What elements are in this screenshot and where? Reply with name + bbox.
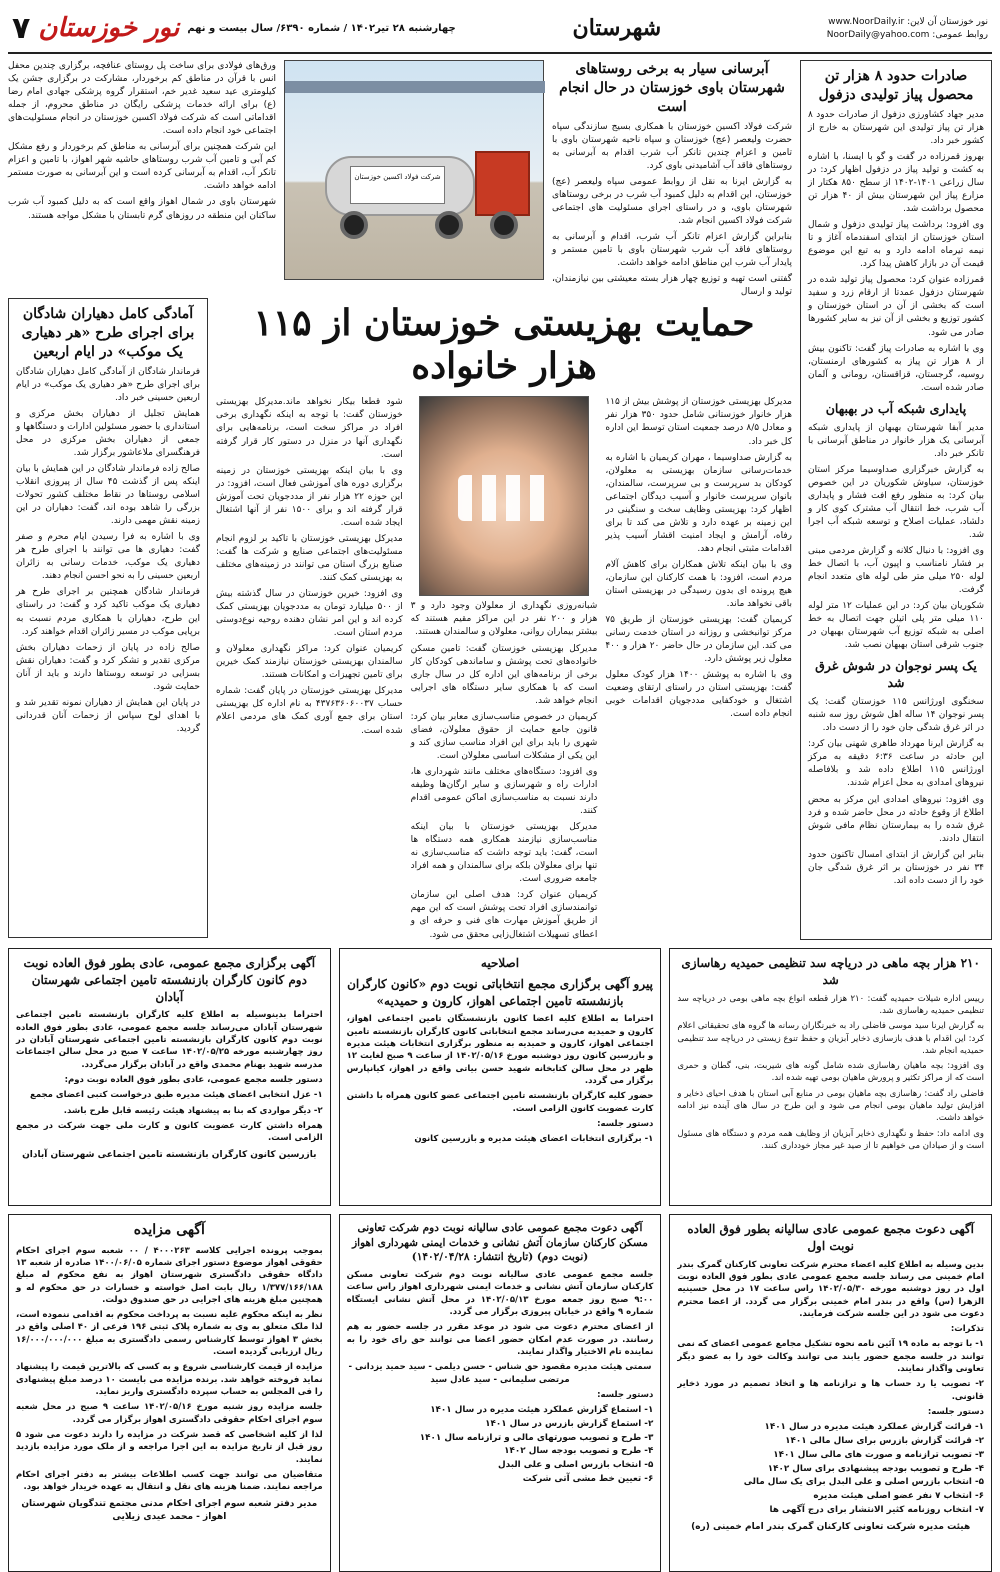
drown-p4: بنابر این گزارش از ابتدای امسال تاکنون حدود ۳۴ نفر در خوزستان بر اثر غرق شدگی جان خود را از دست داده اند. — [808, 849, 984, 886]
paper-family-shape — [458, 475, 552, 521]
fish-release-ad — [669, 948, 992, 1206]
welfare-c3-p1: شود قطعا بیکار نخواهد ماند.مدیرکل بهزیستی خوزستان گفت: با توجه به اینکه نگهداری برخی افراد در مراکز سخت است، برنامه‌هایی برای نگهداری آنها در منزل در دستور کار قرار گرفته است. — [215, 397, 403, 460]
election-top: اصلاحیه — [480, 956, 520, 970]
canopy-shape — [285, 81, 545, 93]
mourning-p5: فرماندار شادگان همچنین بر اجرای طرح هر دهیاری یک موکب تاکید کرد و گفت: در راستای این طرح، دهیاران با همکاری مردم نسبت به برپایی موکب در مسیر زائران اقدام خواهند کرد. — [16, 587, 200, 637]
fish-title: ۲۱۰ هزار بچه ماهی در دریاچه سد تنظیمی حمیدیه رهاسازی شد — [681, 956, 980, 987]
main-column — [8, 60, 792, 940]
fish-p3: وی افزود: بچه ماهیان رهاسازی شده شامل گونه های شیربت، بنی، گطان و حمری است که از مراکز تکثیر و پرورش ماهیان بومی تهیه شده اند. — [677, 1061, 984, 1084]
welfare-c1-p1: مدیرکل بهزیستی خوزستان از پوشش بیش از ۱۱۵ هزار خانوار خوزستانی شامل حدود ۳۵۰ هزار نفر و معادل ۸/۵ درصد جمعیت استان توسط این اداره کل خبر داد. — [605, 397, 793, 447]
fire-item: ۳- طرح و تصویب صورتهای مالی و ترازنامه سال ۱۴۰۱ — [419, 1432, 654, 1443]
welfare-article — [216, 298, 792, 938]
fish-p4: فاضلی راد گفت: رهاسازی بچه ماهیان بومی در منابع آبی استان با هدف احیای ذخایر و افزایش تولید ماهیان بومی انجام می شود و این طرح در سال های آینده نیز ادامه خواهد داشت. — [677, 1088, 984, 1124]
wheel-icon — [435, 211, 463, 239]
tanker-p1: شرکت فولاد اکسین خوزستان با همکاری بسیج سازندگی سپاه حضرت ولیعصر (عج) خوزستان و سپاه ناحیه شهرستان باوی با تامین و اعزام چندین تانکر آب شرب اقدام به آبرسانی به روستاهای فاقد آب آشامیدنی باوی کرد. — [552, 121, 792, 171]
welfare-c2-p4: وی افزود: دستگاه‌های مختلف مانند شهرداری ها، ادارات راه و شهرسازی و سایر ارگان‌ها وظیفه دارند نسبت به مناسب‌سازی اماکن عمومی اقدام کنند. — [410, 766, 598, 817]
tanker-title: آبرسانی سیار به برخی روستاهای شهرستان باوی خوزستان در حال انجام است — [559, 61, 785, 115]
abadan-title: آگهی برگزاری مجمع عمومی، عادی بطور فوق العاده نوبت دوم کانون کارگران بازنشسته تامین اجتماعی شهرستان آبادان — [23, 956, 316, 1004]
welfare-columns — [216, 396, 792, 944]
election-ad — [339, 948, 662, 1206]
water-p3: وی افزود: با دنبال کلانه و گزارش مردمی مبنی بر فشار نامناسب و اپیون آب، با اتصال خط لوله ۲۵۰ میلی متر طی لوله های متعدد انجام گرفت. — [808, 546, 984, 596]
drown-p2: به گزارش ایرنا مهرداد طاهری شهنی بیان کرد: این حادثه در ساعت ۶:۳۶ دقیقه به مرکز اورژانس ۱۱۵ اطلاع داده شد و بلافاصله نیروهای امدادی به محل اعزام شدند. — [808, 739, 984, 789]
truck-cab-shape — [475, 151, 530, 216]
masthead-contact — [778, 16, 988, 43]
mourning-p2: همایش تجلیل از دهیاران بخش مرکزی و استانداری با حضور مسئولین ادارات و دستگاهها و جمعی از دهیاران بخش مرکزی در محل فرهنگسرای ملاعاشور برگزار شد. — [16, 408, 200, 458]
mourning-p1: فرماندار شادگان از آمادگی کامل دهیاران شادگان برای اجرای طرح «هر دهیاری یک موکب» در ایام اربعین حسینی خبر داد. — [16, 366, 200, 403]
drown-p3: وی افزود: نیروهای امدادی این مرکز به محض اطلاع از وقوع حادثه در محل حاضر شده و فرد غرق شده را به بیمارستان نظام مافی شوش انتقال دادند. — [808, 794, 984, 844]
customs-p2: تذکرات: — [950, 1324, 984, 1335]
fire-item: ۵- انتخاب بازرس اصلی و علی البدل — [498, 1460, 654, 1471]
onion-p1: مدیر جهاد کشاورزی دزفول از صادرات حدود ۸ هزار تن پیاز تولیدی این شهرستان به خارج از کشور خبر داد. — [808, 109, 984, 146]
welfare-c2-p5: مدیرکل بهزیستی خوزستان با بیان اینکه مناسب‌سازی نیازمند همکاری همه دستگاه ها است، گفت: باید توجه داشت که مناسب‌سازی نه تنها برای معلولان بلکه برای سالمندان و همه افراد جامعه ضروری است. — [410, 822, 598, 885]
auction-p6: متقاضیان می توانند جهت کسب اطلاعات بیشتر به دفتر اجرای احکام مراجعه نمایند. ضمنا هزینه های نقل و انتقال به عهده خریدار خواهد بود. — [15, 1469, 323, 1493]
water-tanker-photo — [284, 60, 544, 280]
auction-p1: بموجب پرونده اجرایی کلاسه ۴۰۰۰۲۶۳ / ۰۰ شعبه سوم اجرای احکام حقوقی اهواز موضوع دستور اجرای شماره ۱۴۰۰/۰۶/۰۵ صادره از شعبه ۱۳ دادگاه حقوقی دادگستری شهرستان اهواز به نفع محکوم له مبلغ ۱/۳۷۷/۱۶۶/۱۸۸ ریال بابت اصل خواسته و خسارات در حق محکوم له و همچنین مبلغ هزینه های اجرایی در حق صندوق دولت. — [15, 1245, 323, 1305]
auction-p3: مزایده از قیمت کارشناسی شروع و به کسی که بالاترین قیمت را پیشنهاد نماید فروخته خواهد شد. برنده مزایده می بایست ۱۰ درصد مبلغ پیشنهادی را فی المجلس به حساب سپرده دادگستری واریز نماید. — [15, 1362, 323, 1398]
newspaper-logo: نور خوزستان — [38, 13, 180, 44]
mourning-p7: در پایان این همایش از دهیاران نمونه تقدیر شد و با اهدای لوح سپاس از زحمات آنان قدردانی گردید. — [16, 697, 200, 734]
customs-item: ۶- انتخاب ۷ نفر عضو اصلی هیئت مدیره — [813, 1491, 984, 1502]
customs-item: ۳- تصویب ترازنامه و صورت های مالی سال ۱۴۰۱ — [773, 1449, 984, 1460]
abadan-ad — [8, 948, 331, 1206]
abadan-p4: ۲- دیگر مواردی که بنا به پیشنهاد هیئت رئیسه قابل طرح باشد. — [63, 1105, 323, 1116]
onion-p4: قمرزاده عنوان کرد: محصول پیاز تولید شده در شهرستان دزفول عمدتا از ارقام زرد و سفید است که بخشی از آن در استان خوزستان و کشور توزیع و بخشی از آن نیز به سایر کشورها صادر می شود. — [808, 275, 984, 338]
wheel-icon — [340, 211, 368, 239]
issue-date: چهارشنبه ۲۸ تیر۱۴۰۲ / شماره ۶۳۹۰/ سال بیست و نهم — [187, 22, 456, 34]
water-p2: به گزارش خبرگزاری صداوسیما مرکز استان خوزستان، سیاوش شکوریان در این خصوص بیان کرد: به منظور رفع افت فشار و پایداری آب شرب، خط انتقال آب مشترک کوی کار و دلشاد، عملیات اصلاح و توسعه شبکه آب اجرا شد. — [808, 464, 984, 541]
welfare-c1-p5: وی با اشاره به پوشش ۱۴۰۰ هزار کودک معلول گفت: بهزیستی استان در راستای ارتقای وضعیت اشتغال و خودکفایی مددجویان اقدامات خوبی انجام داده است. — [605, 670, 792, 720]
welfare-col-2 — [411, 396, 598, 944]
abadan-p5: همراه داشتن کارت عضویت کانون و کارت ملی جهت شرکت در مجمع الزامی است. — [15, 1120, 323, 1144]
welfare-row — [8, 298, 792, 938]
abadan-signature: بازرسین کانون کارگران بازنشسته تامین اجتماعی شهرستان آبادان — [22, 1149, 317, 1160]
customs-p4: ۲- تصویب یا رد حساب ها و ترازنامه ها و اتخاذ تصمیم در مورد ذخایر قانونی. — [677, 1379, 984, 1402]
abadan-p1: احتراما بدینوسیله به اطلاع کلیه کارگران بازنشسته تامین اجتماعی شهرستان آبادان می‌رساند جلسه مجمع عمومی، عادی بطور فوق العاده نوبت دوم کانون کارگران بازنشسته تامین اجتماعی شهرستان آبادان در روز چهارشنبه مورخه ۱۴۰۲/۰۵/۲۵ ساعت ۷ صبح در محل سالن اجتماعات مدرسه شهید بهنام محمدی واقع در آبادان برگزار می‌گردد. — [15, 1010, 323, 1070]
drown-p1: سخنگوی اورژانس ۱۱۵ خوزستان گفت: یک پسر نوجوان ۱۴ ساله اهل شوش روز سه شنبه در اثر غرق شدگی جان خود را از دست داد. — [808, 697, 984, 734]
fire-item: ۶- تعیین خط مشی آتی شرکت — [522, 1473, 654, 1484]
customs-signature: هیئت مدیره شرکت تعاونی کارکنان گمرک بندر امام خمینی (ره) — [691, 1521, 971, 1532]
customs-title: آگهی دعوت مجمع عمومی عادی سالیانه بطور فوق العاده نوبت اول — [687, 1222, 974, 1253]
auction-p5: لذا از کلیه اشخاصی که قصد شرکت در مزایده را دارند دعوت می شود ۵ روز قبل از تاریخ مزایده به این اجرا مراجعه و از ملک مورد مزایده بازدید نمایند. — [15, 1429, 323, 1465]
mourning-p6: صالح زاده در پایان از زحمات دهیاران بخش مرکزی تقدیر و تشکر کرد و گفت: دهیاران نقش بسزایی در توسعه روستاها دارند و باید از آنان حمایت شود. — [16, 642, 200, 692]
water-p4: شکوریان بیان کرد: در این عملیات ۱۲ متر لوله ۱۱۰ میلی متر پلی اتیلن جهت اتصال به خط اصلی به شبکه توزیع آب شهرستان بهبهان در جنوب شرقی استان بهبهان نصب شد. — [808, 601, 984, 651]
fire-item: ۲- استماع گزارش بازرس در سال ۱۴۰۱ — [485, 1418, 654, 1429]
election-p2: حضور کلیه کارگران بازنشسته تامین اجتماعی عضو کانون همراه با داشتن کارت عضویت کانون الزامی است. — [346, 1091, 654, 1114]
onion-p5: وی با اشاره به صادرات پیاز گفت: تاکنون بیش از ۸ هزار تن پیاز به کشورهای ارمنستان، روسیه، گرجستان، قزاقستان، رومانی و آلمان صادر شده است. — [808, 343, 984, 393]
auction-title: آگهی مزایده — [133, 1222, 205, 1238]
website-url[interactable]: www.NoorDaily.ir :نور خوزستان آن لاین — [828, 16, 988, 27]
abadan-p2: دستور جلسه مجمع عمومی، عادی بطور فوق العاده نوبت دوم: — [64, 1074, 323, 1085]
fire-p2: از اعضای محترم دعوت می شود در موعد مقرر در جلسه حضور به هم رسانند. در صورت عدم امکان حضور اعضا می توانند حق رای خود را به نماینده تام الاختیار واگذار نمایند. — [346, 1322, 654, 1357]
mourning-article — [8, 298, 208, 938]
auction-ad — [8, 1214, 331, 1572]
tanker-left-p2: این شرکت همچنین برای آبرسانی به مناطق کم برخوردار و رفع مشکل کم آبی و تامین آب شرب روستاهای حاشیه شهر اهواز، با تامین و اعزام تانکر آب، اقدام به آبرسانی کرده است و این آبرسانی به صورت مستمر ادامه خواهد داشت. — [8, 142, 276, 192]
fire-item: ۱- استماع گزارش عملکرد هیئت مدیره در سال ۱۴۰۱ — [430, 1405, 654, 1416]
customs-item: ۵- انتخاب بازرس اصلی و علی البدل برای یک سال مالی — [743, 1477, 984, 1488]
tanker-p4: گفتنی است تهیه و توزیع چهار هزار بسته معیشتی بین نیازمندان، تولید و ارسال — [552, 274, 792, 298]
welfare-c2-p2: مدیرکل بهزیستی خوزستان گفت: تامین مسکن خانواده‌های تحت پوشش و ساماندهی کودکان کار برخی از برنامه‌های این اداره کل در سال جاری است که با همکاری سایر دستگاه های اجرایی انجام خواهد شد. — [410, 643, 598, 706]
mourning-title: آمادگی کامل دهیاران شادگان برای اجرای طرح «هر دهیاری یک موکب» در ایام اربعین — [21, 306, 195, 360]
onion-title: صادرات حدود ۸ هزار تن محصول پیاز تولیدی دزفول — [818, 68, 974, 103]
tanker-p2: به گزارش ایرنا به نقل از روابط عمومی سپاه ولیعصر (عج) خوزستان، این اقدام به دلیل کمبود آب شرب در برخی روستاهای شهرستان باوی، و در راستای اجرای مسئولیت های اجتماعی شرکت فولاد اکسین انجام شد. — [552, 176, 792, 226]
tanker-left-p1: ورق‌های فولادی برای ساخت پل روستای عنافچه، برگزاری چندین محفل انس با قرآن در مناطق کم برخوردار، مشارکت در برگزاری جشن یک کیلومتری عید سعید غدیر خم، استقرار گروه پزشکی جهادی امام رضا (ع) برای ارائه خدمات پزشکی رایگان در مناطق محروم، از جمله اقداماتی است که شرکت فولاد اکسین خوزستان در انجام مسئولیت‌های اجتماعی خود انجام داده است. — [8, 61, 276, 137]
welfare-c2-p3: کریمیان در خصوص مناسب‌سازی معابر بیان کرد: قانون جامع حمایت از حقوق معلولان، فضای شهری را باید برای این افراد مناسب سازی کند و این یکی از مشکلات اساسی معلولان است. — [410, 711, 598, 761]
fire-coop-ad — [339, 1214, 662, 1572]
election-title: پیرو آگهی برگزاری مجمع انتخاباتی نوبت دوم «کانون کارگران بازنشسته تامین اجتماعی اهواز، کارون و حمیدیه» — [347, 976, 653, 1008]
welfare-c2-p1: شبانه‌روزی نگهداری از معلولان وجود دارد و ۳ هزار و ۲۰۰ نفر در این مراکز مقیم هستند که بیشتر بیماران روانی، معلولان و سالمندان هستند. — [410, 601, 598, 638]
upper-grid — [8, 60, 992, 940]
abadan-p3: ۱- عزل انتخابی اعضای هیئت مدیره طبق درخواست کتبی اعضای مجمع — [30, 1090, 323, 1101]
customs-p5: دستور جلسه: — [927, 1407, 984, 1418]
page-number: ۷ — [12, 11, 31, 47]
welfare-c3-p4: وی افزود: خیرین خوزستان در سال گذشته بیش از ۵۰۰ میلیارد تومان به مددجویان بهزیستی کمک کرده اند و این امر نشان دهنده روحیه نوع‌دوستی مردم استان است. — [215, 589, 403, 639]
right-column — [800, 60, 992, 940]
section-title: شهرستان — [572, 15, 662, 42]
tanker-text — [552, 60, 792, 298]
onion-p2: بهروز قمرزاده در گفت و گو با ایسنا، با اشاره به کشت و تولید پیاز در دزفول اظهار کرد: در سال زراعی ۱۴۰۱-۱۴۰۲ از سطح ۸۵۰ هکتار از مزارع پیاز این شهرستان بیش از ۴۰ هزار تن محصول برداشت شد. — [808, 151, 985, 215]
tanker-left-p3: شهرستان باوی در شمال اهواز واقع است که به دلیل کمبود آب شرب ساکنان این منطقه در روزهای گرم تابستان با مشکل مواجه هستند. — [8, 197, 276, 221]
water-p1: مدیر آبفا شهرستان بهبهان از پایداری شبکه آبرسانی یک هزار خانوار در مناطق آبرسانی با تانکر خبر داد. — [808, 422, 984, 459]
customs-item: ۴- طرح و تصویب بودجه پیشنهادی برای سال ۱۴۰۲ — [767, 1463, 984, 1474]
tanker-p3: بنابراین گزارش اعزام تانکر آب شرب، اقدام و آبرسانی به روستاهای فاقد آب شرب شهرستان باوی با تامین مستمر و پایدار آب شرب این مناطق ادامه خواهد داشت. — [552, 232, 792, 269]
fire-p4: دستور جلسه: — [597, 1389, 654, 1400]
fire-p1: جلسه مجمع عمومی عادی سالیانه نوبت دوم شرکت تعاونی مسکن کارکنان سازمان آتش نشانی و خدمات ایمنی شهرداری اهواز راس ساعت ۹:۰۰ صبح روز جمعه مورخ ۱۴۰۲/۰۵/۱۳ در محل آتش نشانی ایستگاه شماره ۹ واقع در خیابان پیروزی برگزار می گردد. — [346, 1270, 654, 1317]
fire-p3: سمتی هیئت مدیره مقصود حق شناس - حسن دیلمی - سید حمید یزدانی - مرتضی سلیمانی - سید عادل سید — [348, 1362, 652, 1385]
mourning-p4: وی با اشاره به فرا رسیدن ایام محرم و صفر گفت: دهیاری ها می توانند با اجرای طرح هر دهیاری یک موکب، خدمات رسانی به زائران اربعین حسینی را به نحو احسن انجام دهند. — [16, 532, 200, 582]
fish-p1: رییس اداره شیلات حمیدیه گفت: ۲۱۰ هزار قطعه انواع بچه ماهی بومی در دریاچه سد تنظیمی حمیدیه رهاسازی شد. — [677, 993, 984, 1016]
welfare-col-3 — [216, 396, 403, 944]
tanker-sign: شرکت فولاد اکسین خوزستان — [350, 166, 445, 204]
auction-p2: نظر به اینکه محکوم علیه نسبت به پرداخت محکوم به اقدامی ننموده است، لذا ملک متعلق به وی به شماره پلاک ثبتی ۱۹۶ فرعی از ۴۰ اصلی واقع در بخش ۳ اهواز توسط کارشناس رسمی دادگستری به مبلغ ۱۶/۰۰۰/۰۰۰/۰۰۰ ریال ارزیابی گردیده است. — [15, 1310, 323, 1358]
mourning-p3: صالح زاده فرماندار شادگان در این همایش با بیان اینکه پس از گذشت ۴۵ سال از پیروزی انقلاب اسلامی روستاها در نقاط مختلف کشور تحولات بزرگی را شاهد بوده اند، گفت: دهیاران در این زمینه نقش مهمی دارند. — [16, 464, 200, 527]
customs-p3: ۱- با توجه به ماده ۱۹ آئین نامه نحوه تشکیل مجامع عمومی اعضای که نمی توانند در جلسه مجمع حضور یابند می توانند وکالت خود را به عضو دیگر تعاونی واگذار نمایند. — [677, 1339, 984, 1375]
election-p3: دستور جلسه: — [597, 1118, 654, 1129]
ads-row-1 — [8, 948, 992, 1206]
welfare-headline: حمایت بهزیستی خوزستان از ۱۱۵ هزار خانواده — [253, 302, 755, 388]
welfare-c3-p6: مدیرکل بهزیستی خوزستان در پایان گفت: شماره حساب ۴۳۷۶۳۶۰۶۰۰۳۷ به نام اداره کل بهزیستی استان برای جمع آوری کمک های مردمی اعلام شده است. — [215, 686, 403, 736]
onion-p3: وی افزود: برداشت پیاز تولیدی دزفول و شمال استان خوزستان از ابتدای اسفندماه آغاز و تا نیمه تیرماه ادامه دارد و به تبع این موضوع قیمت آن در بازار کاهش پیدا کرد. — [808, 220, 984, 270]
drown-title: یک پسر نوجوان در شوش غرق شد — [815, 658, 977, 691]
election-p4: ۱- برگزاری انتخابات اعضای هیئت مدیره و بازرسین کانون — [414, 1134, 654, 1145]
welfare-c1-p3: وی با بیان اینکه تلاش همکاران برای کاهش آلام مردم است، افزود: با همت کارکنان این سازمان، هیچ پرونده ای بدون رسیدگی در بهزیستی استان باقی نخواهد ماند. — [605, 559, 792, 610]
welfare-c1-p2: به گزارش صداوسیما ، مهران کریمیان با اشاره به خدمات‌رسانی سازمان بهزیستی به معلولان، کودکان بد سرپرست و بی سرپرست، سالمندان، بانوان سرپرست خانوار و آسیب دیدگان اجتماعی اظهار کرد: بهزیستی وظایف سخت و سنگینی در این زمینه بر عهده دارد و تلاش می کند تا برای رفاه، آرامش و ایجاد امنیت اقشار آسیب پذیر اقدامات مثبتی انجام دهد. — [605, 452, 792, 554]
tanker-article — [8, 60, 792, 298]
tanker-continued — [8, 60, 276, 290]
wheel-icon — [490, 211, 518, 239]
welfare-c1-p4: کریمیان گفت: بهزیستی خوزستان از طریق ۷۵ مرکز توانبخشی و روزانه در استان خدمت رسانی می کند. این سازمان در حال حاضر ۲۰ هزار و ۴۰۰ معلول زیر پوشش دارد. — [605, 615, 792, 665]
customs-ad — [669, 1214, 992, 1572]
customs-p1: بدین وسیله به اطلاع کلیه اعضاء محترم شرکت تعاونی کارکنان گمرک بندر امام خمینی می رساند جلسه مجمع عمومی عادی بطور فوق العاده نوبت اول در روز دوشنبه مورخه ۱۴۰۲/۰۵/۳۰ راس ساعت ۱۷ در محل حسینیه الزهرا (س) واقع در بندر امام خمینی برگزار می گردد. از اعضا محترم دعوت می شود در این جلسه شرکت فرمایند. — [677, 1259, 984, 1319]
welfare-c2-p6: کریمیان عنوان کرد: هدف اصلی این سازمان توانمندسازی افراد تحت پوشش است که این مهم از طریق آموزش مهارت های فنی و حرفه ای و اعطای تسهیلات اشتغال‌زایی محقق می شود. — [410, 890, 598, 940]
masthead — [8, 6, 992, 54]
customs-item: ۲- قرائت گزارش بازرس برای سال مالی ۱۴۰۱ — [785, 1436, 984, 1447]
masthead-brand — [12, 7, 456, 51]
election-p1: احتراما به اطلاع کلیه اعضا کانون بازنشستگان تامین اجتماعی اهواز، کارون و حمیدیه می‌رساند مجمع انتخاباتی کانون کارگران بازنشسته تامین اجتماعی اهواز، کارون و حمیدیه به منظور برگزاری انتخابات هیئت مدیره و بازرسین کانون روز دوشنبه مورخ ۱۴۰۲/۰۵/۱۶ از ساعت ۹ صبح لغایت ۱۲ ظهر در محل سالن کتابخانه شهید حسن بیاتی واقع در اهواز، کیانپارس برگزار می گردد. — [346, 1014, 654, 1086]
welfare-c3-p5: کریمیان عنوان کرد: مراکز نگهداری معلولان و سالمندان بهزیستی خوزستان نیازمند کمک خیرین برای تامین تجهیزات و امکانات هستند. — [215, 644, 403, 681]
auction-p4: جلسه مزایده روز شنبه مورخ ۱۴۰۲/۰۵/۱۶ ساعت ۹ صبح در محل شعبه سوم اجرای احکام حقوقی دادگستری اهواز برگزار می گردد. — [15, 1402, 323, 1425]
water-title: پایداری شبکه آب در بهبهان — [825, 400, 967, 416]
customs-item: ۷- انتخاب روزنامه کثیر الانتشار برای درج آگهی ها — [769, 1504, 984, 1515]
welfare-c3-p2: وی با بیان اینکه بهزیستی خوزستان در زمینه برگزاری دوره های آموزشی فعال است، افزود: در این حوزه ۲۲ هزار نفر از مددجویان تحت آموزش قرار گرفته اند و برای ۱۵۰۰ نفر از آنها اشتغال ایجاد شده است. — [215, 465, 403, 528]
fire-item: ۴- طرح و تصویب بودجه سال ۱۴۰۲ — [504, 1446, 654, 1457]
fish-p5: وی ادامه داد: حفظ و نگهداری ذخایر آبزیان از وظایف همه مردم و دستگاه های مسئول است و از صیادان می خواهیم تا از صید غیر مجاز خودداری کنند. — [677, 1128, 984, 1152]
fire-title: آگهی دعوت مجمع عمومی عادی سالیانه نوبت دوم شرکت تعاونی مسکن کارکنان سازمان آتش نشانی و خدمات ایمنی شهرداری اهواز (نوبت دوم) (تاریخ انتشار: ۱۴۰۲/۰۴/۲۸) — [352, 1222, 648, 1264]
ads-row-2 — [8, 1214, 992, 1572]
contact-email[interactable]: NoorDaily@yahoo.com :روابط عمومی — [826, 30, 988, 40]
customs-item: ۱- قرائت گزارش عملکرد هیئت مدیره در سال ۱۴۰۱ — [764, 1422, 984, 1433]
fish-p2: به گزارش ایرنا سید موسی فاضلی راد به خبرنگاران رسانه ها گروه های تحقیقاتی اعلام کرد: این اقدام با هدف بازسازی ذخایر آبزیان و حفظ تنوع زیستی در دریاچه سد تنظیمی حمیدیه انجام شد. — [677, 1021, 984, 1056]
auction-signature: مدیر دفتر شعبه سوم اجرای احکام مدنی مجتمع تندگویان شهرستان اهواز - محمد عیدی زیلایی — [21, 1498, 318, 1522]
welfare-c3-p3: مدیرکل بهزیستی خوزستان با تاکید بر لزوم انجام مسئولیت‌های اجتماعی صنایع و شرکت ها گفت: صنایع بزرگ استان می توانند در زمینه‌های مختلف به بهزیستی کمک کنند. — [215, 533, 403, 583]
hands-family-photo — [419, 396, 589, 596]
welfare-col-1 — [605, 396, 792, 944]
